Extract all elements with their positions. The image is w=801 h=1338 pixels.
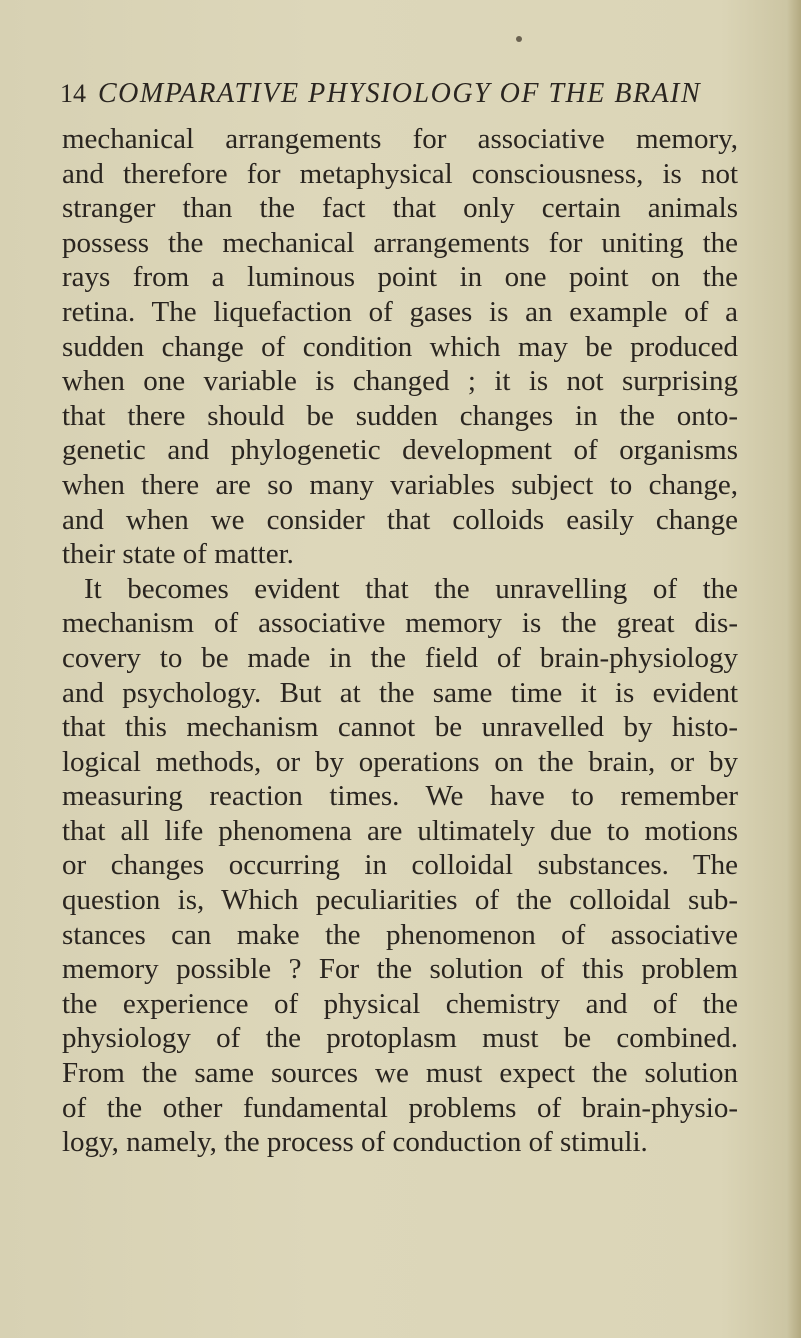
text-line: genetic and phylogenetic development of organisms xyxy=(62,434,738,467)
paper-speck xyxy=(516,36,522,42)
text-line: measuring reaction times. We have to remember xyxy=(62,780,738,813)
text-line: question is, Which peculiarities of the colloidal sub- xyxy=(62,884,738,917)
text-line: sudden change of condition which may be produced xyxy=(62,330,738,363)
text-line: the experience of physical chemistry and of the xyxy=(62,987,738,1020)
text-line: their state of matter. xyxy=(62,538,294,571)
text-line: stances can make the phenomenon of associative xyxy=(62,918,738,951)
text-line: From the same sources we must expect the solution xyxy=(62,1057,738,1090)
text-line: mechanism of associative memory is the great dis- xyxy=(62,607,738,640)
text-line: possess the mechanical arrangements for uniting the xyxy=(62,226,738,259)
page-edge-shadow xyxy=(787,0,801,1338)
text-line: logical methods, or by operations on the brain, or by xyxy=(62,745,738,778)
text-line: or changes occurring in colloidal substances. The xyxy=(62,849,738,882)
text-line: and when we consider that colloids easily change xyxy=(62,503,738,536)
text-line: and therefore for metaphysical consciousness, is not xyxy=(62,157,738,190)
page-number: 14 xyxy=(60,79,86,108)
text-line: when there are so many variables subject to change, xyxy=(62,468,738,501)
text-line: It becomes evident that the unravelling of the xyxy=(84,572,738,605)
running-title: COMPARATIVE PHYSIOLOGY OF THE BRAIN xyxy=(98,78,702,109)
text-line: stranger than the fact that only certain animals xyxy=(62,192,738,225)
text-line: and psychology. But at the same time it is evident xyxy=(62,676,738,709)
paragraph-1 xyxy=(62,122,738,572)
text-line: memory possible ? For the solution of this problem xyxy=(62,953,738,986)
text-line: logy, namely, the process of conduction of stimuli. xyxy=(62,1126,648,1159)
text-line: of the other fundamental problems of brain-physio- xyxy=(62,1091,738,1124)
text-line: retina. The liquefaction of gases is an example of a xyxy=(62,295,738,328)
paragraph-2 xyxy=(62,572,738,1160)
text-line: covery to be made in the field of brain-physiology xyxy=(62,641,738,674)
text-line: when one variable is changed ; it is not surprising xyxy=(62,365,738,398)
text-line: that all life phenomena are ultimately due to motions xyxy=(62,814,738,847)
body-text xyxy=(62,122,738,1160)
text-line: rays from a luminous point in one point on the xyxy=(62,261,738,294)
text-line: that there should be sudden changes in the onto- xyxy=(62,399,738,432)
page-header xyxy=(60,78,760,118)
text-line: that this mechanism cannot be unravelled by histo- xyxy=(62,711,738,744)
text-line: mechanical arrangements for associative memory, xyxy=(62,123,738,155)
text-line: physiology of the protoplasm must be combined. xyxy=(62,1022,738,1055)
